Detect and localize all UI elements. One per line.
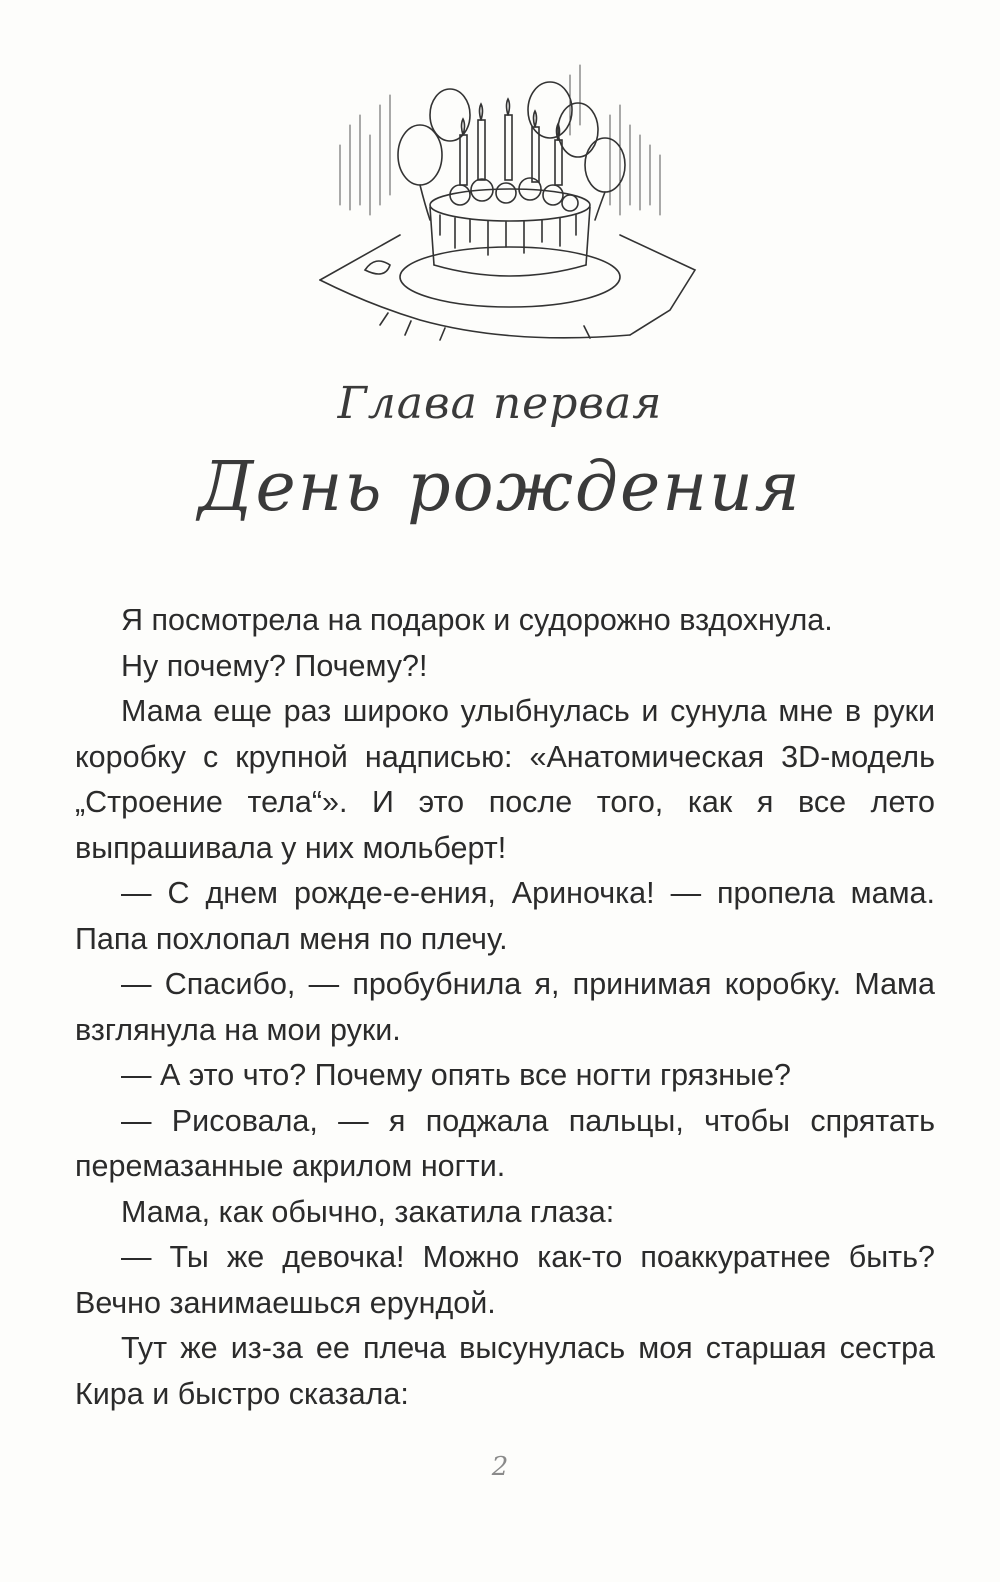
paragraph: — С днем рожде-е-ения, Ариночка! — пропела мама. Папа похлопал меня по плечу. [75, 876, 935, 956]
paragraph: Мама еще раз широко улыбнулась и сунула мне в руки коробку с крупной надписью: «Анатомическая 3D-модель „Строение тела“». И это после того, как я все лето выпрашивала у них мольберт! [75, 694, 935, 865]
paragraph: — Ты же девочка! Можно как-то поаккуратнее быть? Вечно занимаешься ерундой. [75, 1240, 935, 1320]
paragraph: — Рисовала, — я поджала пальцы, чтобы спрятать перемазанные акрилом ногти. [75, 1103, 935, 1183]
paragraph: Я посмотрела на подарок и судорожно вздохнула. [121, 603, 833, 637]
chapter-title: День рождения [198, 448, 802, 527]
body-text [75, 598, 935, 1417]
chapter-label: Глава первая [337, 378, 663, 429]
birthday-cake-with-balloons-icon [310, 55, 700, 365]
paragraph: — Спасибо, — пробубнила я, принимая коробку. Мама взглянула на мои руки. [75, 967, 935, 1047]
paragraph: Тут же из-за ее плеча высунулась моя старшая сестра Кира и быстро сказала: [75, 1331, 935, 1411]
paragraph: — А это что? Почему опять все ногти грязные? [121, 1058, 791, 1092]
paragraph: Мама, как обычно, закатила глаза: [121, 1194, 615, 1229]
page-number: 2 [491, 1452, 509, 1482]
paragraph: Ну почему? Почему?! [121, 648, 428, 683]
